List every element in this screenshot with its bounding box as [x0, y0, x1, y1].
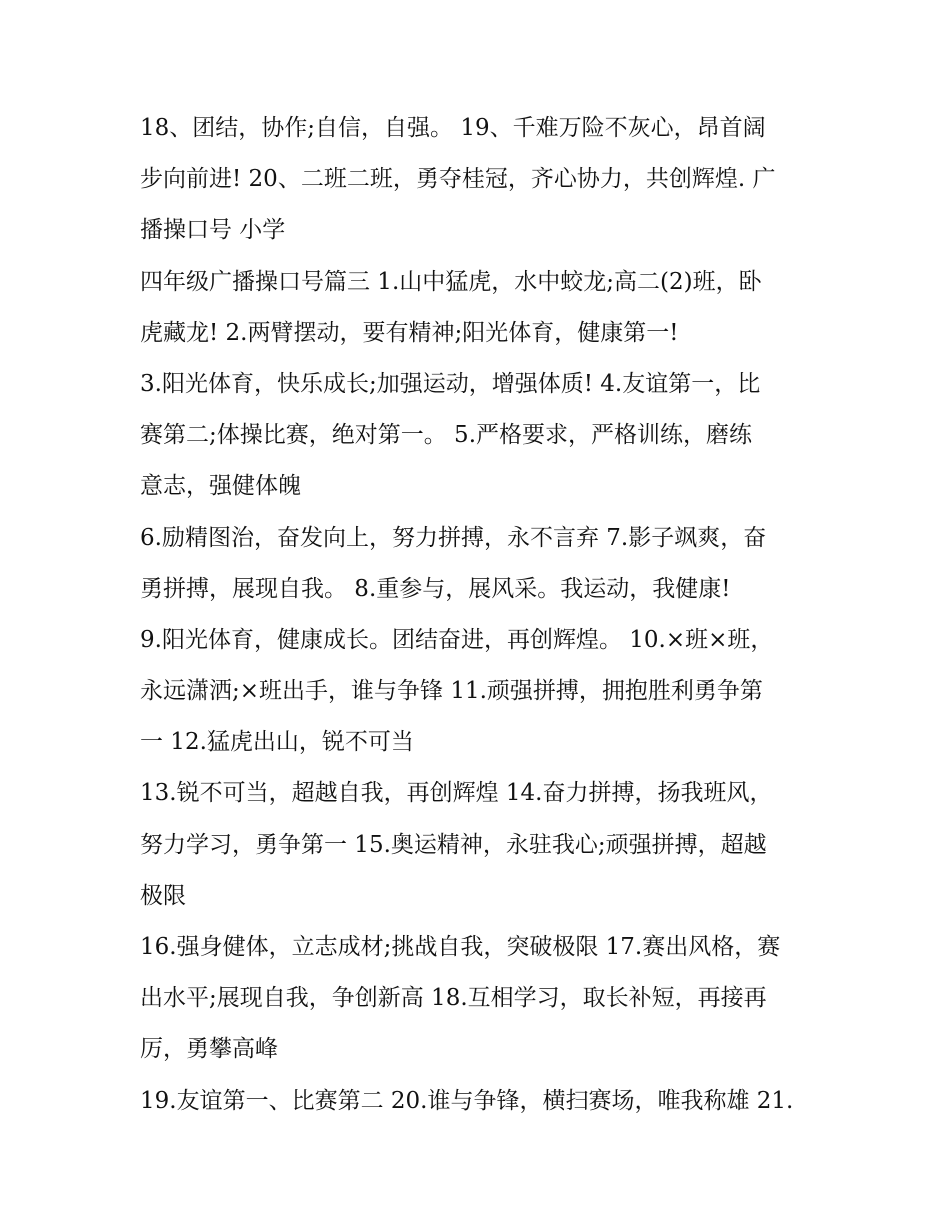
text-line: 19.友谊第一、比赛第二 20.谁与争锋，横扫赛场，唯我称雄 21. [140, 1087, 794, 1114]
text-line: 一 12.猛虎出山，锐不可当 [140, 729, 414, 756]
text-line: 勇拼搏，展现自我。 8.重参与，展风采。我运动，我健康! [140, 575, 731, 602]
text-line: 努力学习，勇争第一 15.奥运精神，永驻我心;顽强拼搏，超越 [140, 831, 767, 858]
paragraph [140, 103, 820, 257]
text-line: 极限 [140, 882, 186, 909]
text-line: 永远潇洒;×班出手，谁与争锋 11.顽强拼搏，拥抱胜利勇争第 [140, 678, 763, 705]
paragraph [140, 768, 820, 922]
text-line: 播操口号 小学 [140, 217, 286, 244]
text-line: 16.强身健体，立志成材;挑战自我，突破极限 17.赛出风格，赛 [140, 934, 781, 960]
text-line: 13.锐不可当，超越自我，再创辉煌 14.奋力拼搏，扬我班风， [140, 780, 773, 807]
text-line: 9.阳光体育，健康成长。团结奋进，再创辉煌。 10.×班×班， [140, 626, 774, 653]
paragraph [140, 922, 820, 1076]
paragraph [140, 615, 820, 769]
text-line: 6.励精图治，奋发向上，努力拼搏，永不言弃 7.影子飒爽，奋 [140, 524, 767, 551]
text-line: 四年级广播操口号篇三 1.山中猛虎，水中蛟龙;高二(2)班，卧 [140, 268, 762, 295]
text-line: 18、团结，协作;自信，自强。 19、千难万险不灰心，昂首阔 [140, 115, 766, 141]
text-line: 3.阳光体育，快乐成长;加强运动，增强体质! 4.友谊第一，比 [140, 370, 761, 397]
text-line: 虎藏龙! 2.两臂摆动，要有精神;阳光体育，健康第一! [140, 319, 679, 346]
paragraph [140, 359, 820, 513]
text-line: 意志，强健体魄 [140, 473, 301, 500]
paragraph [140, 257, 820, 359]
document-body [140, 103, 820, 1127]
text-line: 赛第二;体操比赛，绝对第一。 5.严格要求，严格训练，磨练 [140, 422, 753, 449]
text-line: 厉，勇攀高峰 [140, 1036, 278, 1063]
text-line: 步向前进! 20、二班二班，勇夺桂冠，齐心协力，共创辉煌. 广 [140, 166, 776, 193]
paragraph [140, 513, 820, 615]
paragraph [140, 1076, 820, 1127]
text-line: 出水平;展现自我，争创新高 18.互相学习，取长补短，再接再 [140, 985, 767, 1012]
